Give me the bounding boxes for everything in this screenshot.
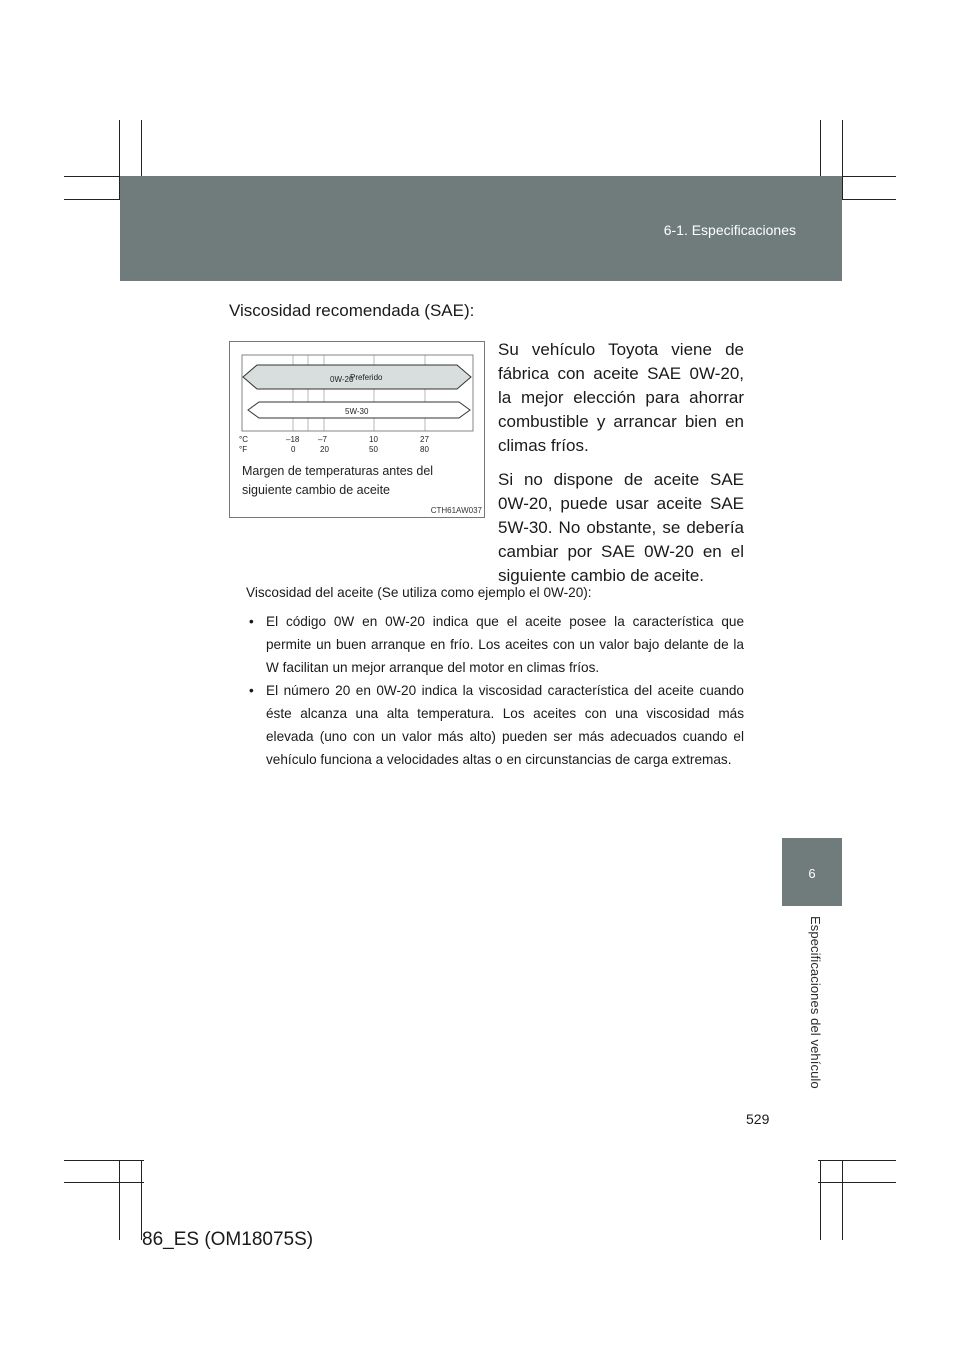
label-5w30: 5W-30	[345, 407, 369, 416]
label-0w20: 0W-20	[330, 375, 354, 384]
bullet-text: El número 20 en 0W-20 indica la viscosidad característica del aceite cuando éste alcanza una alta temperatura. Los aceites con una viscosidad más elevada (uno con un valor más alto) pueden ser más adecuados cuando el vehículo funciona a velocidades altas o en circunstancias de carga extremas.	[266, 683, 744, 767]
viscosity-note	[246, 581, 744, 771]
section-heading: Viscosidad recomendada (SAE):	[229, 301, 475, 320]
crop-mark	[64, 1160, 144, 1161]
tick-f-4: 80	[420, 445, 429, 454]
bullet-text: El código 0W en 0W-20 indica que el aceite posee la característica que permite un buen arranque en frío. Los aceites con un valor bajo delante de la W facilitan un mejor arranque del motor en climas fríos.	[266, 614, 744, 675]
crop-mark	[820, 1160, 821, 1240]
section-title: 6-1. Especificaciones	[663, 222, 796, 238]
paragraph-factory-oil: Su vehículo Toyota viene de fábrica con aceite SAE 0W-20, la mejor elección para ahorrar combustible y arrancar bien en climas fríos.	[498, 340, 744, 455]
tick-c-3: 10	[369, 435, 378, 444]
list-item	[246, 679, 744, 771]
unit-celsius: °C	[239, 435, 248, 444]
tick-c-4: 27	[420, 435, 429, 444]
crop-mark	[842, 1160, 843, 1240]
crop-mark	[64, 1182, 144, 1183]
crop-mark	[818, 1182, 896, 1183]
figure-caption: Margen de temperaturas antes del siguiente cambio de aceite	[242, 464, 434, 497]
header-band	[120, 176, 842, 281]
note-title: Viscosidad del aceite (Se utiliza como ejemplo el 0W-20):	[246, 585, 592, 600]
bullet-icon: •	[249, 614, 254, 629]
tick-f-3: 50	[369, 445, 378, 454]
page-number: 529	[746, 1111, 770, 1127]
tick-f-2: 20	[320, 445, 329, 454]
chapter-number: 6	[808, 866, 816, 881]
crop-mark	[119, 1160, 120, 1240]
crop-mark	[842, 120, 843, 200]
crop-mark	[141, 1160, 142, 1240]
list-item	[246, 610, 744, 679]
label-preferido: Preferido	[350, 373, 383, 382]
chapter-tab	[782, 838, 842, 906]
figure-code: CTH61AW037	[430, 506, 482, 515]
tick-f-1: 0	[291, 445, 296, 454]
tick-c-2: –7	[318, 435, 327, 444]
chapter-label: Especificaciones del vehículo	[808, 916, 823, 1089]
bullet-icon: •	[249, 683, 254, 698]
crop-mark	[818, 1160, 896, 1161]
viscosity-figure	[229, 341, 485, 518]
right-column-text	[498, 338, 744, 598]
unit-fahrenheit: °F	[239, 445, 248, 454]
footer-code: 86_ES (OM18075S)	[142, 1229, 314, 1250]
paragraph-alternative-oil: Si no dispone de aceite SAE 0W-20, puede usar aceite SAE 5W-30. No obstante, se debería cambiar por SAE 0W-20 en el siguiente cambio de aceite.	[498, 470, 744, 585]
tick-c-1: –18	[286, 435, 300, 444]
